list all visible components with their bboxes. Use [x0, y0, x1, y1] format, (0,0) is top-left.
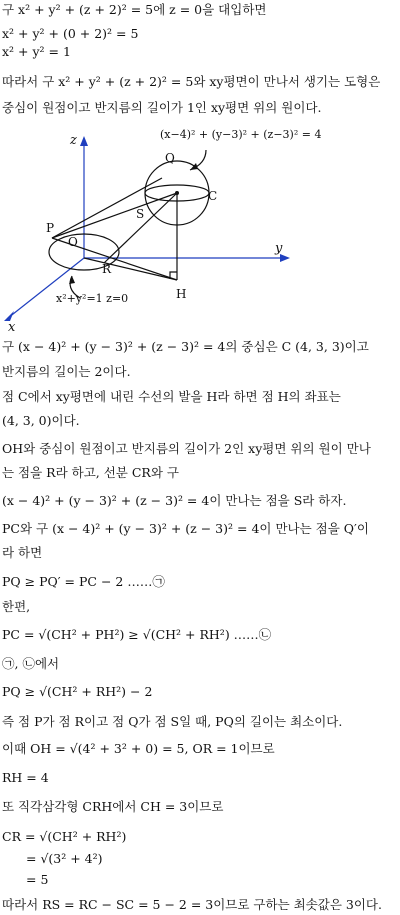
label-R: R: [102, 262, 112, 276]
label-H: H: [176, 287, 187, 301]
label-Q: Q: [165, 151, 175, 165]
solution-line: (x − 4)² + (y − 3)² + (z − 3)² = 4이 만나는 점을 S라 하자.: [2, 493, 347, 508]
solution-line: 점 C에서 xy평면에 내린 수선의 발을 H라 하면 점 H의 좌표는: [2, 389, 341, 404]
solution-line: 중심이 원점이고 반지름의 길이가 1인 xy평면 위의 원이다.: [2, 100, 322, 115]
solution-line: RH = 4: [2, 770, 49, 785]
geometry-figure: [0, 122, 400, 334]
label-C: C: [208, 189, 218, 203]
solution-line: CR = √(CH² + RH²): [2, 829, 127, 844]
solution-line: PC = √(CH² + PH²) ≥ √(CH² + RH²) ……㉡: [2, 627, 272, 642]
solution-line: 구 (x − 4)² + (y − 3)² + (z − 3)² = 4의 중심은 C (4, 3, 3)이고: [2, 339, 369, 354]
label-x: x: [8, 320, 16, 334]
point-C: [175, 191, 179, 195]
sphere-equation-label: (x−4)² + (y−3)² + (z−3)² = 4: [160, 128, 322, 141]
solution-line: x² + y² + (0 + 2)² = 5: [2, 26, 139, 41]
solution-line: PC와 구 (x − 4)² + (y − 3)² + (z − 3)² = 4이 만나는 점을 Q′이: [2, 521, 369, 536]
line-P-Q: [52, 178, 162, 238]
solution-line: 따라서 구 x² + y² + (z + 2)² = 5와 xy평면이 만나서 생기는 도형은: [2, 74, 381, 89]
label-z: z: [70, 133, 77, 148]
solution-line: PQ ≥ √(CH² + RH²) − 2: [2, 684, 153, 699]
x-axis: [8, 258, 84, 318]
solution-line: ㉠, ㉡에서: [2, 656, 60, 671]
label-S: S: [136, 207, 145, 221]
solution-line: 또 직각삼각형 CRH에서 CH = 3이므로: [2, 799, 224, 814]
solution-line: (4, 3, 0)이다.: [2, 413, 80, 428]
solution-line: OH와 중심이 원점이고 반지름의 길이가 2인 xy평면 위의 원이 만나: [2, 441, 371, 456]
solution-line: 반지름의 길이는 2이다.: [2, 364, 131, 379]
solution-line: 라 하면: [2, 545, 43, 560]
sphere-callout: [190, 150, 206, 170]
solution-line: 따라서 RS = RC − SC = 5 − 2 = 3이므로 구하는 최솟값은 3이다.: [2, 897, 382, 912]
solution-line: 즉 점 P가 점 R이고 점 Q가 점 S일 때, PQ의 길이는 최소이다.: [2, 714, 343, 729]
solution-line: 한편,: [2, 599, 31, 614]
solution-line: PQ ≥ PQ′ = PC − 2 ……㉠: [2, 574, 165, 589]
solution-line: x² + y² = 1: [2, 44, 71, 59]
solution-line: 구 x² + y² + (z + 2)² = 5에 z = 0을 대입하면: [2, 2, 267, 17]
solution-line: = √(3² + 4²): [26, 851, 103, 866]
solution-line: 는 점을 R라 하고, 선분 CR와 구: [2, 465, 179, 480]
label-P: P: [46, 221, 55, 235]
line-P-C: [52, 193, 177, 238]
solution-line: = 5: [26, 872, 49, 887]
z-arrow: [80, 136, 88, 146]
circle-equation-label: x²+y²=1 z=0: [56, 292, 129, 305]
label-y: y: [275, 241, 283, 256]
label-O: O: [68, 235, 78, 249]
solution-line: 이때 OH = √(4² + 3² + 0) = 5, OR = 1이므로: [2, 741, 275, 756]
